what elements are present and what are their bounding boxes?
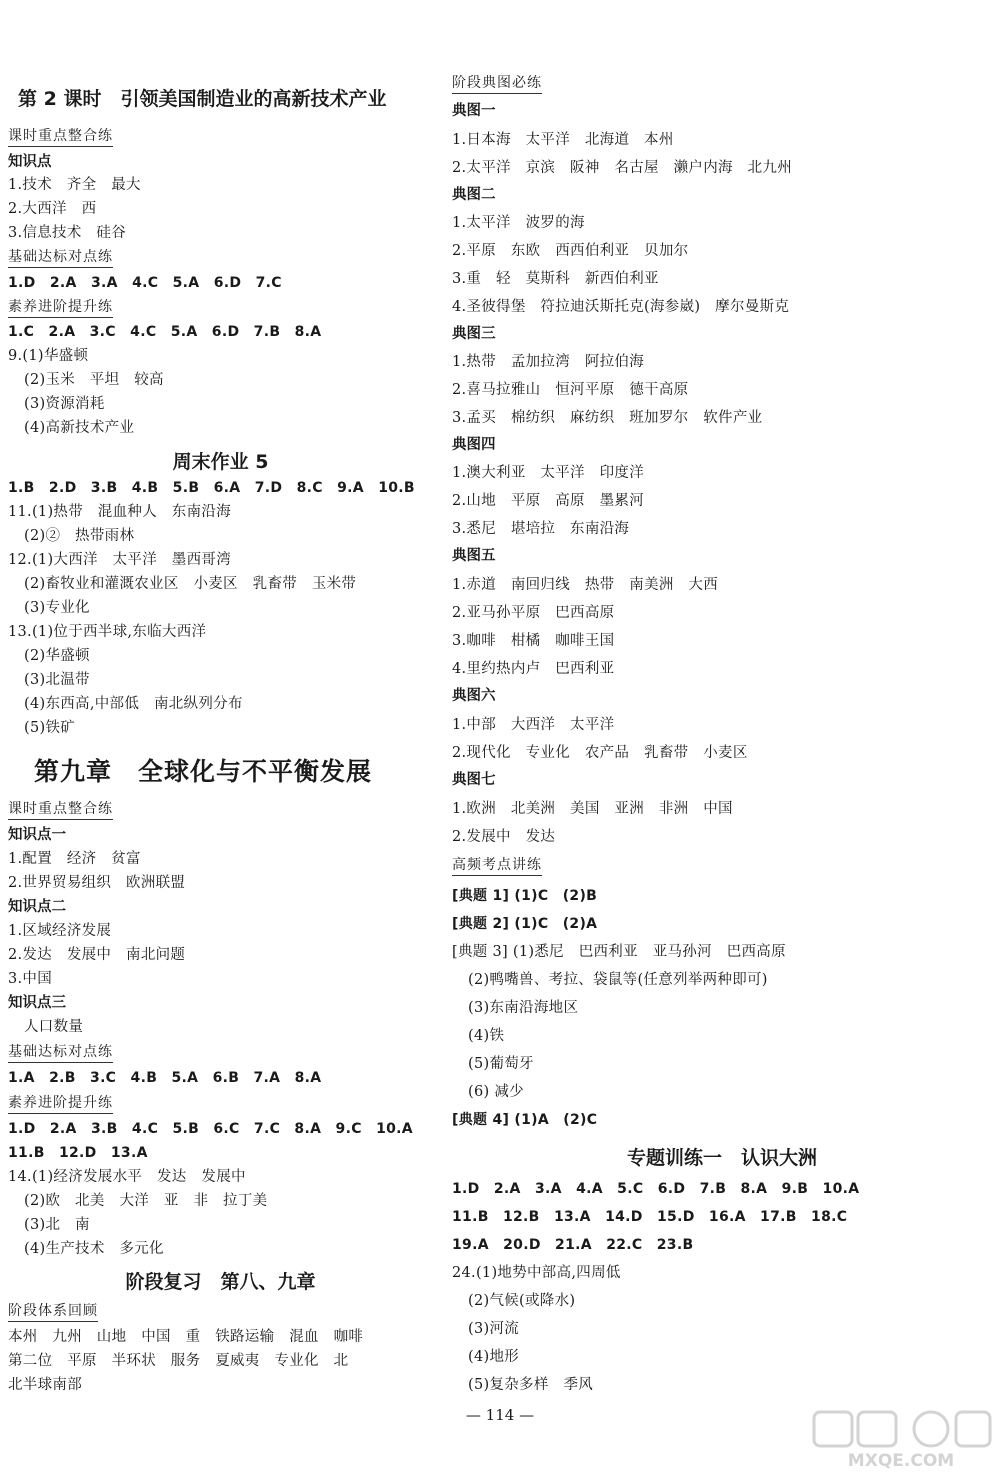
answer-line: 3.中国 xyxy=(8,971,53,987)
answer-line: 1.欧洲 北美洲 美国 亚洲 非洲 中国 xyxy=(452,801,733,817)
answer-line: 3.重 轻 莫斯科 新西伯利亚 xyxy=(452,271,659,287)
review-title: 阶段复习 第八、九章 xyxy=(125,1271,316,1293)
answer-line: 2.发达 发展中 南北问题 xyxy=(8,947,186,963)
answer-line: (5)葡萄牙 xyxy=(468,1056,534,1072)
answer-line: 3.悉尼 堪培拉 东南沿海 xyxy=(452,521,630,537)
answer-line: (6) 减少 xyxy=(468,1084,524,1100)
answer-line: 14.(1)经济发展水平 发达 发展中 xyxy=(8,1169,246,1185)
answer-line: (3)专业化 xyxy=(24,600,90,616)
answer-line: 11.(1)热带 混血种人 东南沿海 xyxy=(8,504,231,520)
subheading-zhishidian: 知识点二 xyxy=(8,899,66,915)
answer-line: 1.日本海 太平洋 北海道 本州 xyxy=(452,132,674,148)
answer-line: 2.山地 平原 高原 墨累河 xyxy=(452,493,645,509)
answer-line: 11.B 12.D 13.A xyxy=(8,1145,148,1161)
answer-line: 12.(1)大西洋 太平洋 墨西哥湾 xyxy=(8,552,231,568)
section-label-jichu: 基础达标对点练 xyxy=(8,248,113,268)
section-label-gaopin: 高频考点讲练 xyxy=(452,856,542,876)
answer-line: 2.世界贸易组织 欧洲联盟 xyxy=(8,875,186,891)
answer-line: 4.圣彼得堡 符拉迪沃斯托克(海参崴) 摩尔曼斯克 xyxy=(452,299,790,315)
answer-line: 1.D 2.A 3.B 4.C 5.B 6.C 7.C 8.A 9.C 10.A xyxy=(8,1121,413,1137)
answer-line: (2)鸭嘴兽、考拉、袋鼠等(任意列举两种即可) xyxy=(468,972,768,988)
answer-line: 1.技术 齐全 最大 xyxy=(8,177,141,193)
subheading-diantu: 典图五 xyxy=(452,548,496,564)
answer-line: 2.现代化 专业化 农产品 乳畜带 小麦区 xyxy=(452,745,748,761)
subheading-diantu: 典图七 xyxy=(452,772,496,788)
page-number: — 114 — xyxy=(465,1406,535,1424)
answer-line: 1.区域经济发展 xyxy=(8,923,112,939)
answer-line: 1.D 2.A 3.A 4.C 5.A 6.D 7.C xyxy=(8,275,282,291)
answer-line: (2)气候(或降水) xyxy=(468,1293,576,1309)
answer-line: 4.里约热内卢 巴西利亚 xyxy=(452,661,615,677)
answer-line: (2)② 热带雨林 xyxy=(24,528,135,544)
answer-line: 11.B 12.B 13.A 14.D 15.D 16.A 17.B 18.C xyxy=(452,1209,848,1225)
answer-line: [典题 1] (1)C (2)B xyxy=(452,888,598,904)
answer-line: 13.(1)位于西半球,东临大西洋 xyxy=(8,624,207,640)
answer-line: 1.太平洋 波罗的海 xyxy=(452,215,585,231)
subheading-diantu: 典图一 xyxy=(452,103,496,119)
answer-line: (2)畜牧业和灌溉农业区 小麦区 乳畜带 玉米带 xyxy=(24,576,357,592)
section-label-diantu: 阶段典图必练 xyxy=(452,74,542,94)
section-label-jichu: 基础达标对点练 xyxy=(8,1043,113,1063)
answer-line: [典题 4] (1)A (2)C xyxy=(452,1112,598,1128)
answer-line: (2)欧 北美 大洋 亚 非 拉丁美 xyxy=(24,1193,268,1209)
topic-training-title: 专题训练一 认识大洲 xyxy=(626,1147,817,1169)
answer-line: [典题 2] (1)C (2)A xyxy=(452,916,598,932)
answer-line: (4)生产技术 多元化 xyxy=(24,1241,164,1257)
subheading-zhishidian: 知识点一 xyxy=(8,827,66,843)
subheading-zhishidian: 知识点三 xyxy=(8,995,66,1011)
answer-line: (3)东南沿海地区 xyxy=(468,1000,579,1016)
section-label-keshi: 课时重点整合练 xyxy=(8,800,113,820)
answer-line: 2.平原 东欧 西西伯利亚 贝加尔 xyxy=(452,243,689,259)
answer-line: (5)铁矿 xyxy=(24,720,76,736)
answer-line: 2.喜马拉雅山 恒河平原 德干高原 xyxy=(452,382,689,398)
section-label-keshi: 课时重点整合练 xyxy=(8,127,113,147)
subheading-zhishidian: 知识点 xyxy=(8,154,52,170)
answer-line: (3)河流 xyxy=(468,1321,520,1337)
answer-line: (5)复杂多样 季风 xyxy=(468,1377,594,1393)
answer-line: [典题 3] (1)悉尼 巴西利亚 亚马孙河 巴西高原 xyxy=(452,944,786,960)
answer-line: 1.中部 大西洋 太平洋 xyxy=(452,717,615,733)
weekend-homework-title: 周末作业 5 xyxy=(172,451,269,473)
lesson-title: 第 2 课时 引领美国制造业的高新技术产业 xyxy=(18,88,387,110)
answer-line: 1.C 2.A 3.C 4.C 5.A 6.D 7.B 8.A xyxy=(8,324,322,340)
answer-line: 人口数量 xyxy=(24,1019,84,1035)
answer-line: (4)东西高,中部低 南北纵列分布 xyxy=(24,696,243,712)
answer-line: 1.热带 孟加拉湾 阿拉伯海 xyxy=(452,354,645,370)
answer-line: 19.A 20.D 21.A 22.C 23.B xyxy=(452,1237,694,1253)
subheading-diantu: 典图六 xyxy=(452,688,496,704)
answer-line: 3.信息技术 硅谷 xyxy=(8,225,127,241)
answer-line: 2.亚马孙平原 巴西高原 xyxy=(452,605,615,621)
answer-line: 1.配置 经济 贫富 xyxy=(8,851,141,867)
section-label-suyang: 素养进阶提升练 xyxy=(8,298,113,318)
answer-line: 2.发展中 发达 xyxy=(452,829,556,845)
section-label-tixi: 阶段体系回顾 xyxy=(8,1302,98,1322)
answer-line: 1.赤道 南回归线 热带 南美洲 大西 xyxy=(452,577,719,593)
answer-line: 北半球南部 xyxy=(8,1377,82,1393)
answer-line: 24.(1)地势中部高,四周低 xyxy=(452,1265,621,1281)
answer-line: 1.B 2.D 3.B 4.B 5.B 6.A 7.D 8.C 9.A 10.B xyxy=(8,480,415,496)
answer-line: 本州 九州 山地 中国 重 铁路运输 混血 咖啡 xyxy=(8,1329,364,1345)
watermark-text: MXQE.COM xyxy=(847,1451,955,1470)
watermark-logo xyxy=(806,1408,996,1470)
subheading-diantu: 典图二 xyxy=(452,187,496,203)
subheading-diantu: 典图三 xyxy=(452,326,496,342)
answer-line: 3.孟买 棉纺织 麻纺织 班加罗尔 软件产业 xyxy=(452,410,763,426)
answer-line: 9.(1)华盛顿 xyxy=(8,348,89,364)
answer-line: (3)资源消耗 xyxy=(24,396,105,412)
answer-line: (4)高新技术产业 xyxy=(24,420,135,436)
answer-line: 2.太平洋 京滨 阪神 名古屋 濑户内海 北九州 xyxy=(452,160,793,176)
answer-line: (2)华盛顿 xyxy=(24,648,90,664)
answer-line: 第二位 平原 半环状 服务 夏威夷 专业化 北 xyxy=(8,1353,349,1369)
answer-line: (3)北温带 xyxy=(24,672,90,688)
answer-line: 3.咖啡 柑橘 咖啡王国 xyxy=(452,633,615,649)
answer-line: (4)地形 xyxy=(468,1349,520,1365)
chapter-title: 第九章 全球化与不平衡发展 xyxy=(34,757,373,786)
answer-line: (3)北 南 xyxy=(24,1217,90,1233)
section-label-suyang: 素养进阶提升练 xyxy=(8,1094,113,1114)
answer-line: (4)铁 xyxy=(468,1028,505,1044)
subheading-diantu: 典图四 xyxy=(452,437,496,453)
answer-line: 2.大西洋 西 xyxy=(8,201,97,217)
answer-line: (2)玉米 平坦 较高 xyxy=(24,372,164,388)
answer-line: 1.A 2.B 3.C 4.B 5.A 6.B 7.A 8.A xyxy=(8,1070,322,1086)
answer-line: 1.D 2.A 3.A 4.A 5.C 6.D 7.B 8.A 9.B 10.A xyxy=(452,1181,860,1197)
answer-line: 1.澳大利亚 太平洋 印度洋 xyxy=(452,465,645,481)
